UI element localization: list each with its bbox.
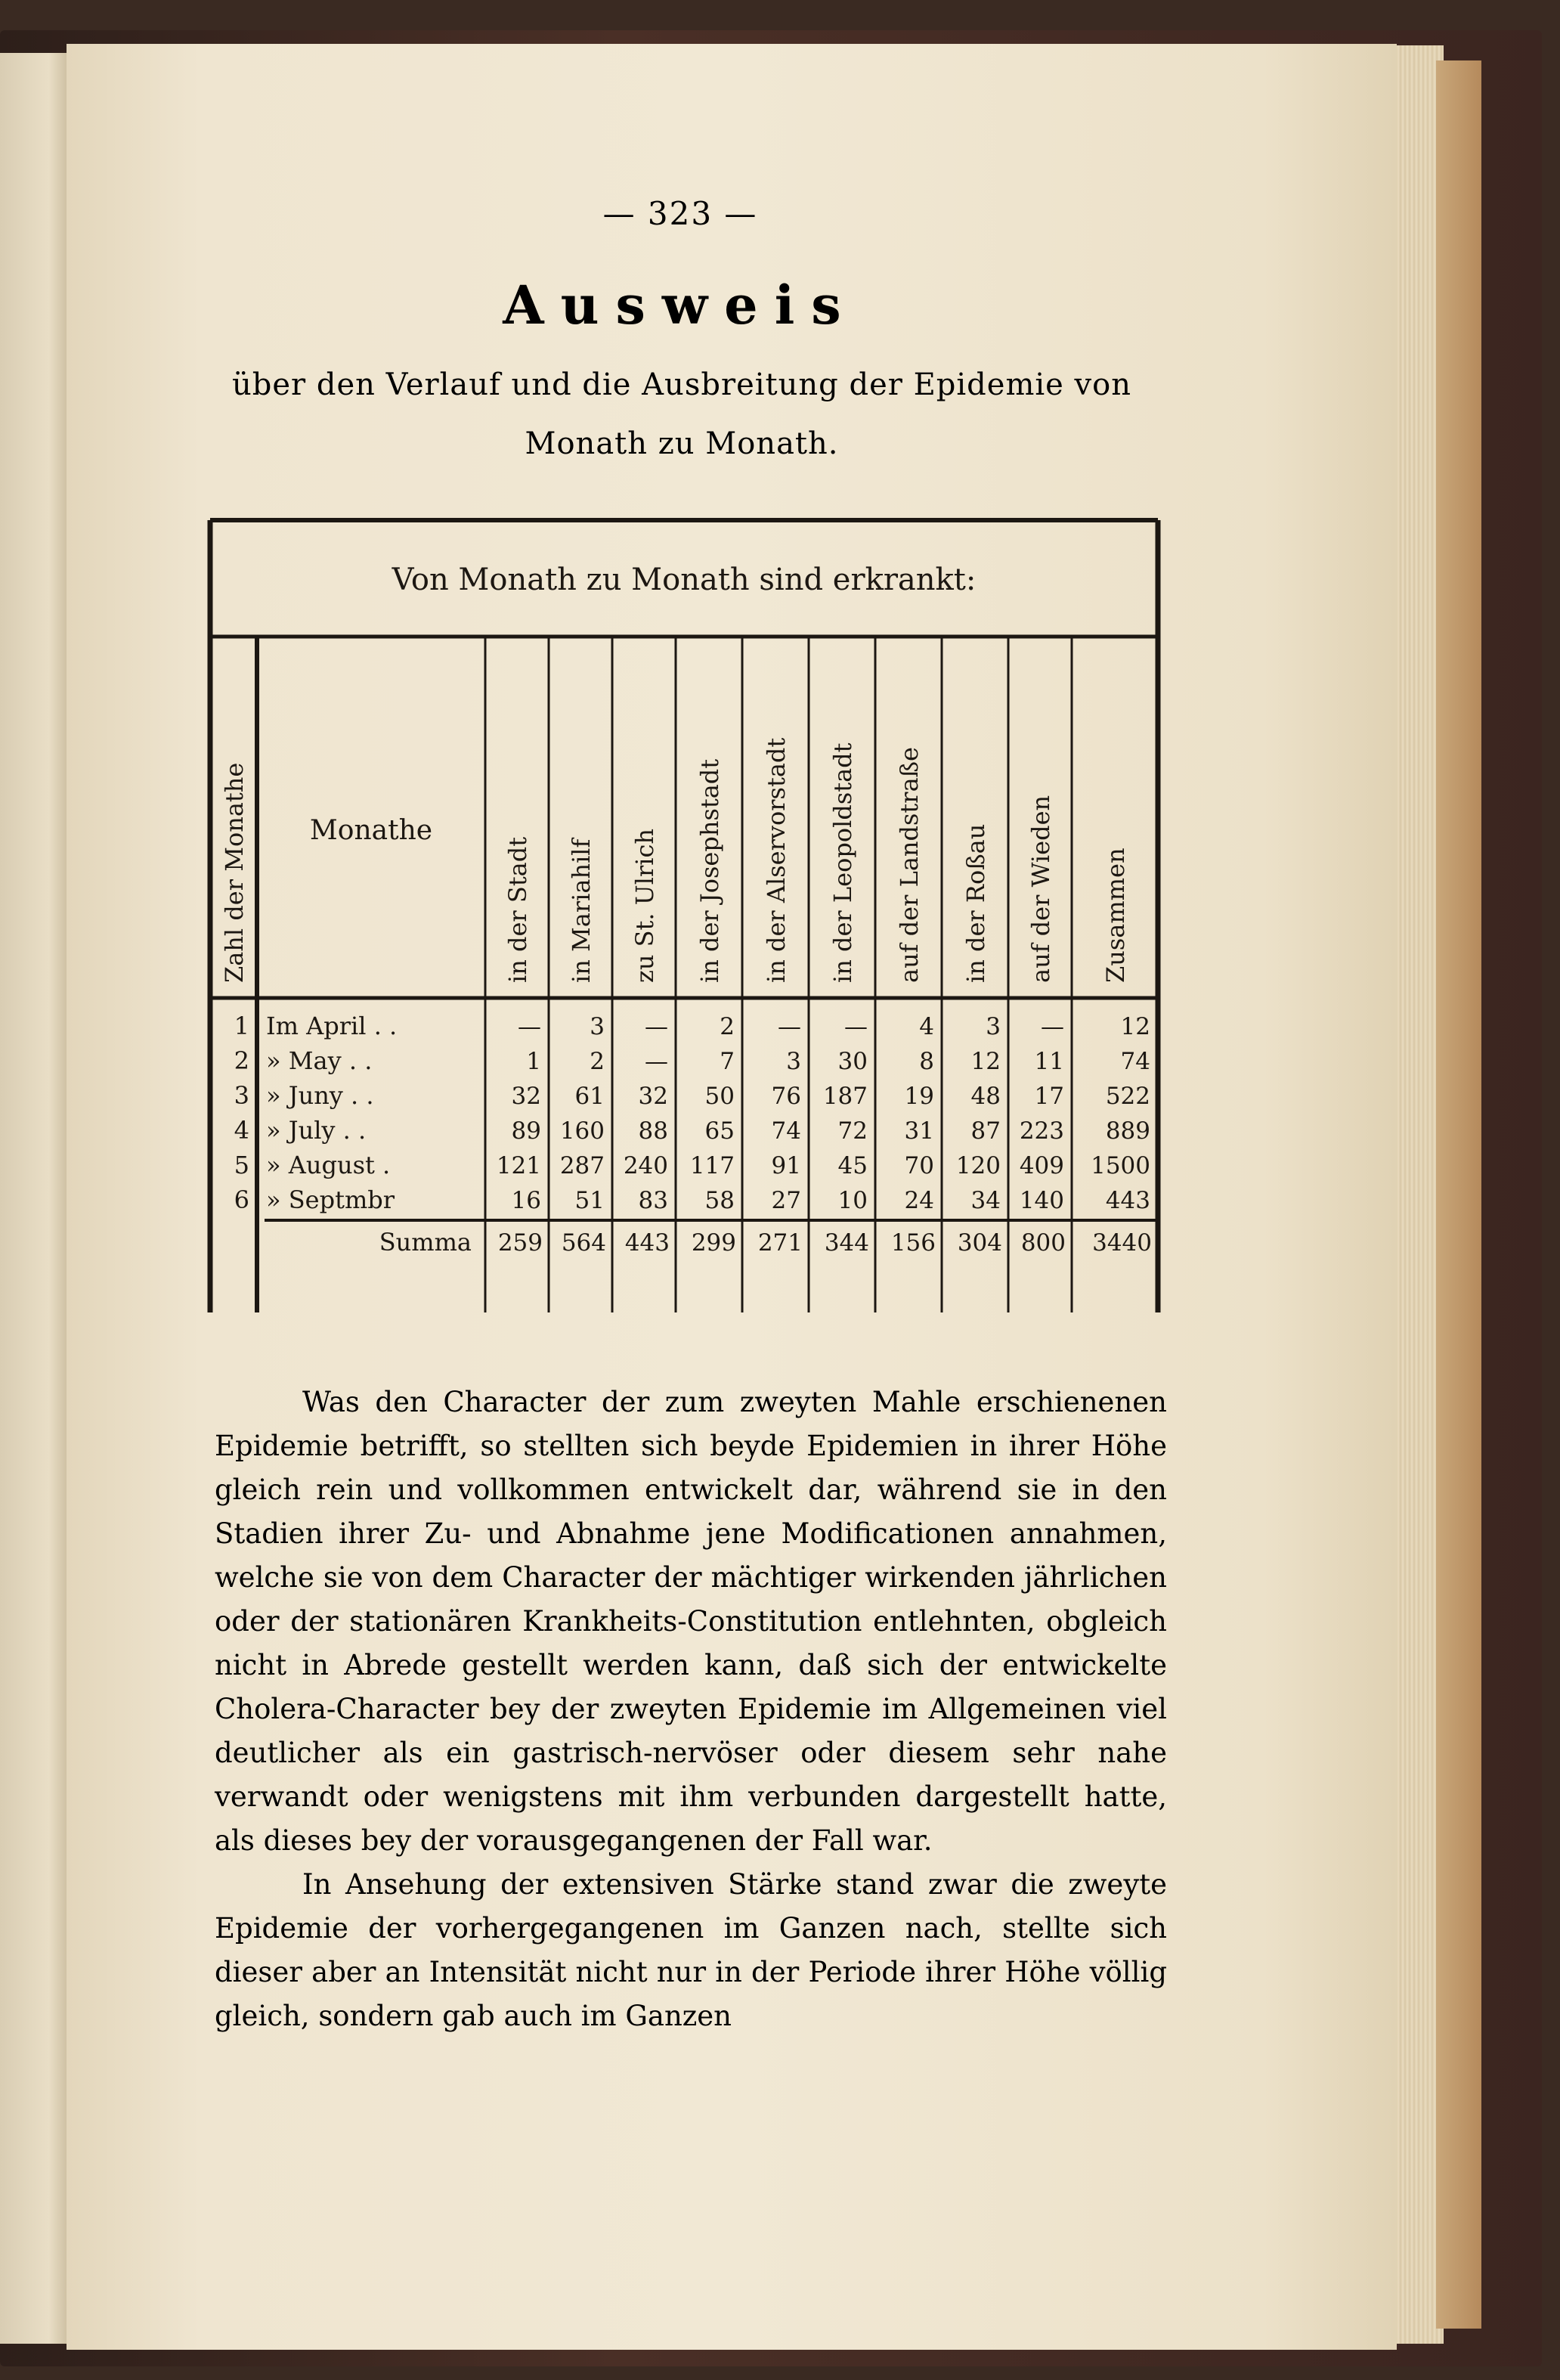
table-cell: —	[645, 1013, 668, 1040]
table-cell: 12	[1120, 1013, 1150, 1040]
table-cell: 3	[786, 1048, 801, 1075]
table-cell: 11	[1034, 1048, 1064, 1075]
table-cell: 87	[970, 1117, 1001, 1145]
summa-cell: 3440	[1092, 1229, 1152, 1257]
header-label: in Mariahilf	[567, 838, 596, 983]
header-label: in der Alservorstadt	[762, 737, 791, 983]
table-cell: 1	[526, 1048, 541, 1075]
table-cell: 19	[904, 1083, 934, 1110]
table-cell: 522	[1105, 1083, 1150, 1110]
table-cell: —	[1041, 1013, 1064, 1040]
header-label: Zusammen	[1101, 848, 1130, 983]
table-cell: 89	[511, 1117, 541, 1145]
epidemic-table	[204, 514, 1179, 1323]
table-cell: 2	[590, 1048, 605, 1075]
summa-cell: 443	[624, 1229, 670, 1257]
table-cell: 74	[771, 1117, 801, 1145]
table-cell: 2	[720, 1013, 735, 1040]
row-number: 3	[234, 1081, 249, 1110]
left-page-edge	[0, 53, 70, 2344]
table-cell: 76	[771, 1083, 801, 1110]
row-month: » Juny . .	[266, 1081, 374, 1110]
table-cell: 4	[919, 1013, 934, 1040]
table-cell: 160	[559, 1117, 605, 1145]
row-month: Im April . .	[266, 1012, 398, 1040]
table-cell: 32	[638, 1083, 668, 1110]
table-cell: 120	[955, 1152, 1001, 1179]
summa-cell: 344	[824, 1229, 869, 1257]
table-cell: 10	[837, 1187, 868, 1214]
table-cell: 223	[1019, 1117, 1064, 1145]
summa-cell: 800	[1020, 1229, 1066, 1257]
table-cell: —	[645, 1048, 668, 1075]
table-cell: 3	[986, 1013, 1001, 1040]
row-number: 4	[234, 1116, 249, 1145]
table-cell: 88	[638, 1117, 668, 1145]
subtitle-line-2: Monath zu Monath.	[525, 426, 839, 461]
header-label: in der Josephstadt	[695, 758, 724, 983]
table-cell: 91	[771, 1152, 801, 1179]
table-cell: 32	[511, 1083, 541, 1110]
table-cell: 187	[822, 1083, 868, 1110]
table-cell: —	[844, 1013, 868, 1040]
header-label: auf der Landstraße	[895, 747, 924, 983]
summa-cell: 304	[957, 1229, 1002, 1257]
table-cell: 12	[970, 1048, 1001, 1075]
row-number: 2	[234, 1046, 249, 1075]
table-cell: 8	[919, 1048, 934, 1075]
table-cell: 31	[904, 1117, 934, 1145]
header-label: Monathe	[309, 815, 433, 846]
header-label: in der Stadt	[503, 836, 532, 983]
table-cell: 51	[574, 1187, 605, 1214]
table-cell: 1500	[1091, 1152, 1150, 1179]
row-number: 6	[234, 1185, 249, 1214]
table-cell: 58	[704, 1187, 735, 1214]
summa-cell: 271	[757, 1229, 803, 1257]
table-cell: 24	[904, 1187, 934, 1214]
paragraph-2: In Ansehung der extensiven Stärke stand zwar die zweyte Epidemie der vorhergegangenen im Ganzen nach, stellte sich dieser aber an Intensität nicht nur in der Periode ihrer Höhe völlig gleich, sondern gab auch im Ganzen	[215, 1868, 1167, 2032]
header-label: in der Roßau	[961, 823, 990, 983]
paragraph-1: Was den Character der zum zweyten Mahle erschienenen Epidemie betrifft, so stellten sich beyde Epidemien in ihrer Höhe gleich rein und vollkommen entwickelt dar, während sie in den Stadien ihrer Zu- und Abnahme jene Modificationen annahmen, welche sie von dem Character der mächtiger wirkenden jährlichen oder der stationären Krankheits-Constitution entlehnten, obgleich nicht in Abrede gestellt werden kann, daß sich der entwickelte Cholera-Character bey der zweyten Epidemie im Allgemeinen viel deutlicher als ein gastrisch-nervöser oder diesem sehr nahe verwandt oder wenigstens mit ihm verbunden dargestellt hatte, als dieses bey der vorausgegangenen der Fall war.	[215, 1386, 1167, 1857]
row-month: » August .	[266, 1151, 391, 1179]
table-cell: 65	[704, 1117, 735, 1145]
summa-label: Summa	[379, 1228, 472, 1257]
table-cell: 443	[1105, 1187, 1150, 1214]
header-label: Zahl der Monathe	[220, 762, 249, 983]
table-cell: —	[778, 1013, 801, 1040]
header-label: auf der Wieden	[1026, 795, 1055, 983]
table-cell: 140	[1019, 1187, 1064, 1214]
table-cell: 121	[496, 1152, 541, 1179]
row-month: » Septmbr	[266, 1185, 395, 1214]
table-cell: 117	[689, 1152, 735, 1179]
table-cell: 409	[1019, 1152, 1064, 1179]
table-cell: 70	[904, 1152, 934, 1179]
table-cell: 17	[1034, 1083, 1064, 1110]
header-label: in der Leopoldstadt	[828, 742, 857, 983]
table-cell: 45	[837, 1152, 868, 1179]
table-cell: 7	[720, 1048, 735, 1075]
cover-edge	[1436, 60, 1481, 2329]
table-cell: 287	[559, 1152, 605, 1179]
table-cell: 48	[970, 1083, 1001, 1110]
table-cell: 27	[771, 1187, 801, 1214]
page-number: — 323 —	[602, 195, 758, 232]
header-label: zu St. Ulrich	[630, 828, 659, 983]
table-cell: 16	[511, 1187, 541, 1214]
table-cell: 34	[970, 1187, 1001, 1214]
table-cell: 72	[837, 1117, 868, 1145]
table-cell: 3	[590, 1013, 605, 1040]
row-number: 5	[234, 1151, 249, 1179]
table-cell: 240	[623, 1152, 668, 1179]
table-cell: 74	[1120, 1048, 1150, 1075]
summa-cell: 259	[497, 1229, 543, 1257]
table-cell: 50	[704, 1083, 735, 1110]
row-month: » July . .	[266, 1116, 367, 1145]
subtitle-line-1: über den Verlauf und die Ausbreitung der Epidemie von	[231, 367, 1131, 402]
table-cell: 83	[638, 1187, 668, 1214]
summa-cell: 564	[561, 1229, 606, 1257]
body-text	[215, 1381, 1167, 2038]
table-caption: Von Monath zu Monath sind erkrankt:	[392, 562, 977, 597]
table-cell: 30	[837, 1048, 868, 1075]
table-cell: 61	[574, 1083, 605, 1110]
row-month: » May . .	[266, 1046, 373, 1075]
summa-cell: 299	[691, 1229, 736, 1257]
page-title: Ausweis	[503, 274, 858, 336]
summa-cell: 156	[890, 1229, 936, 1257]
table-cell: —	[518, 1013, 541, 1040]
row-number: 1	[234, 1012, 249, 1040]
table-cell: 889	[1105, 1117, 1150, 1145]
